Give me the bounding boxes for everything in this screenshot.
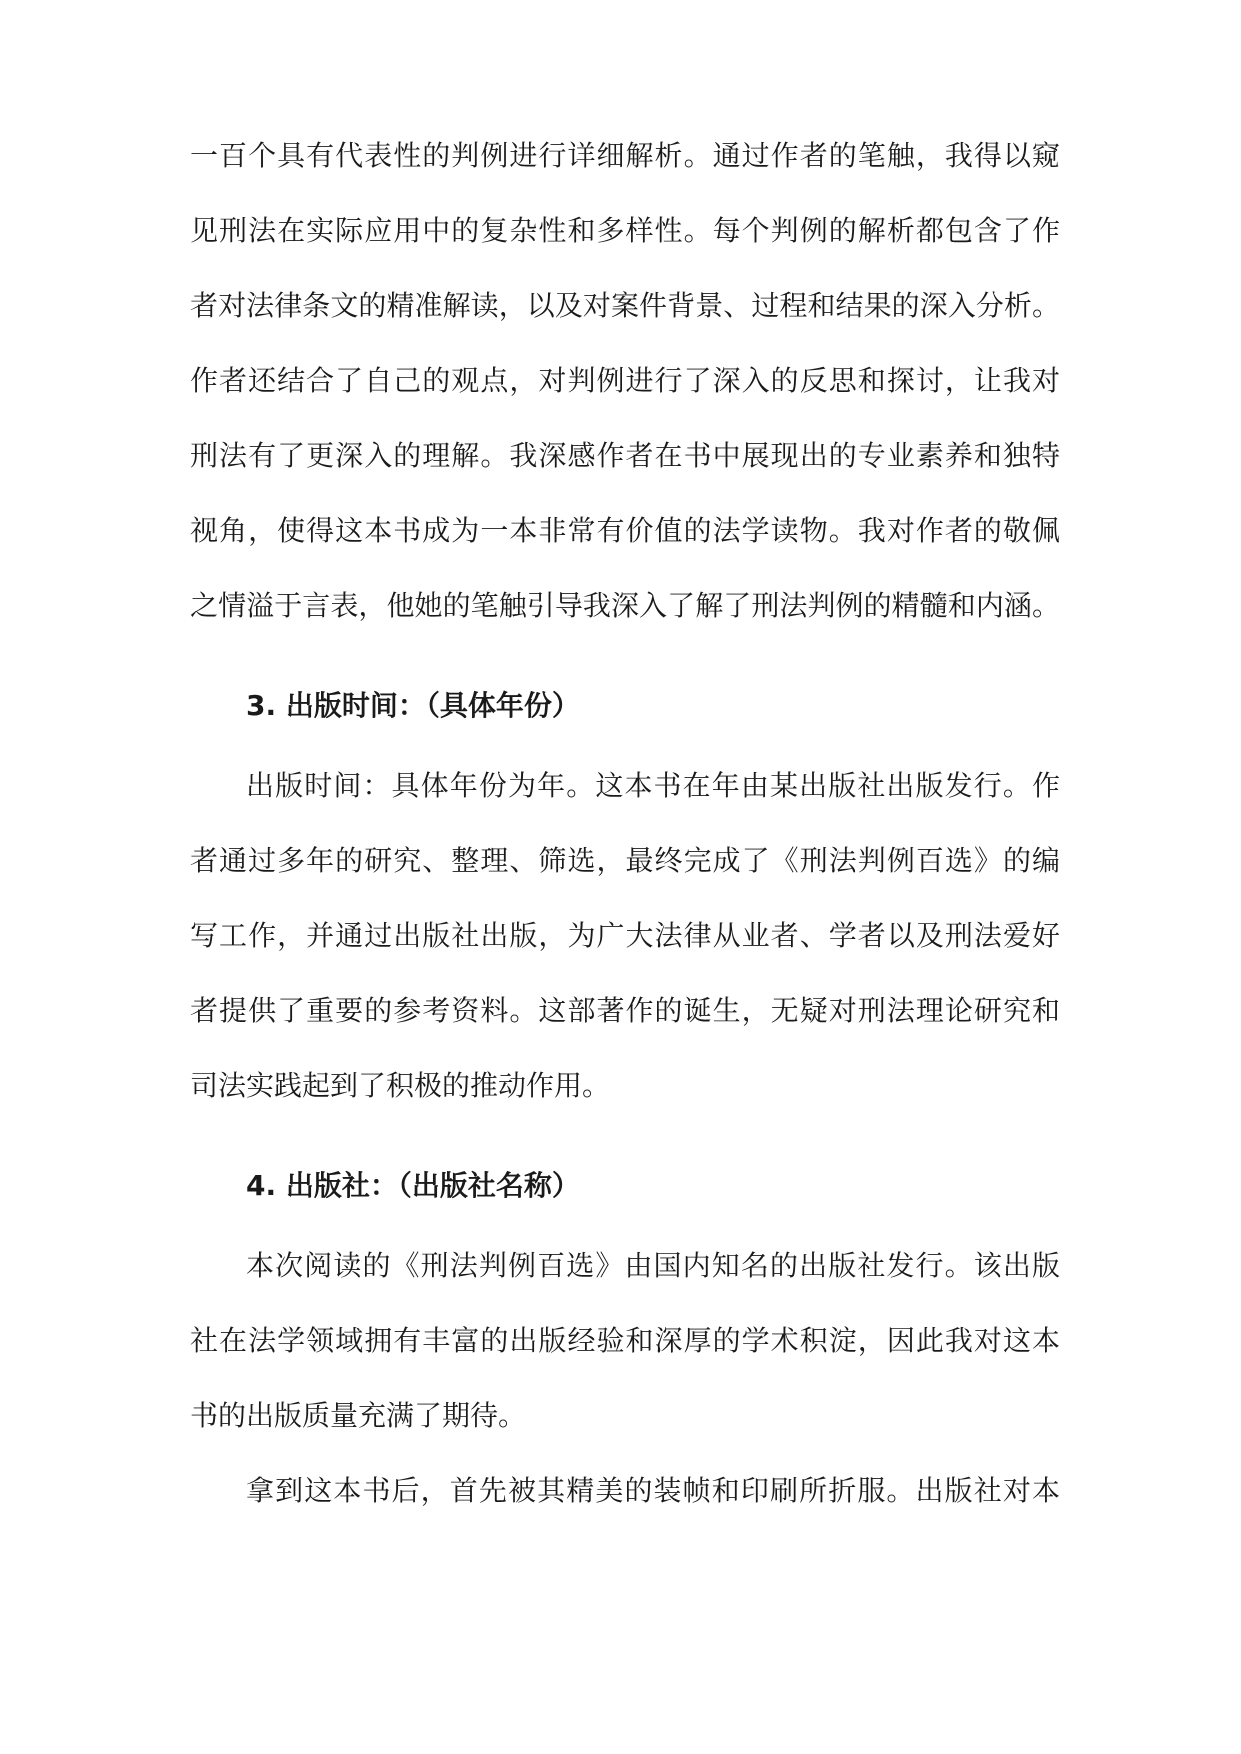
- paragraph-line: 者提供了重要的参考资料。这部著作的诞生，无疑对刑法理论研究和: [190, 994, 1060, 1027]
- paragraph-line: 出版时间：具体年份为年。这本书在年由某出版社出版发行。作: [246, 769, 1060, 802]
- paragraph-line: 书的出版质量充满了期待。: [190, 1399, 527, 1432]
- paragraph-line: 一百个具有代表性的判例进行详细解析。通过作者的笔触，我得以窥: [190, 139, 1060, 172]
- paragraph-line: 司法实践起到了积极的推动作用。: [190, 1069, 611, 1102]
- section-heading: 4. 出版社：（出版社名称）: [246, 1169, 580, 1202]
- section-heading: 3. 出版时间：（具体年份）: [246, 689, 580, 722]
- paragraph-line: 者对法律条文的精准解读，以及对案件背景、过程和结果的深入分析。: [190, 289, 1060, 322]
- paragraph-line: 刑法有了更深入的理解。我深感作者在书中展现出的专业素养和独特: [190, 439, 1060, 472]
- paragraph-line: 本次阅读的《刑法判例百选》由国内知名的出版社发行。该出版: [246, 1249, 1060, 1282]
- paragraph-line: 视角，使得这本书成为一本非常有价值的法学读物。我对作者的敬佩: [190, 514, 1060, 547]
- paragraph-line: 作者还结合了自己的观点，对判例进行了深入的反思和探讨，让我对: [190, 364, 1060, 397]
- paragraph-line: 拿到这本书后，首先被其精美的装帧和印刷所折服。出版社对本: [246, 1474, 1060, 1507]
- paragraph-line: 见刑法在实际应用中的复杂性和多样性。每个判例的解析都包含了作: [190, 214, 1060, 247]
- paragraph-line: 写工作，并通过出版社出版，为广大法律从业者、学者以及刑法爱好: [190, 919, 1060, 952]
- paragraph-line: 社在法学领域拥有丰富的出版经验和深厚的学术积淀，因此我对这本: [190, 1324, 1060, 1357]
- paragraph-line: 者通过多年的研究、整理、筛选，最终完成了《刑法判例百选》的编: [190, 844, 1060, 877]
- paragraph-line: 之情溢于言表，他她的笔触引导我深入了解了刑法判例的精髓和内涵。: [190, 589, 1060, 622]
